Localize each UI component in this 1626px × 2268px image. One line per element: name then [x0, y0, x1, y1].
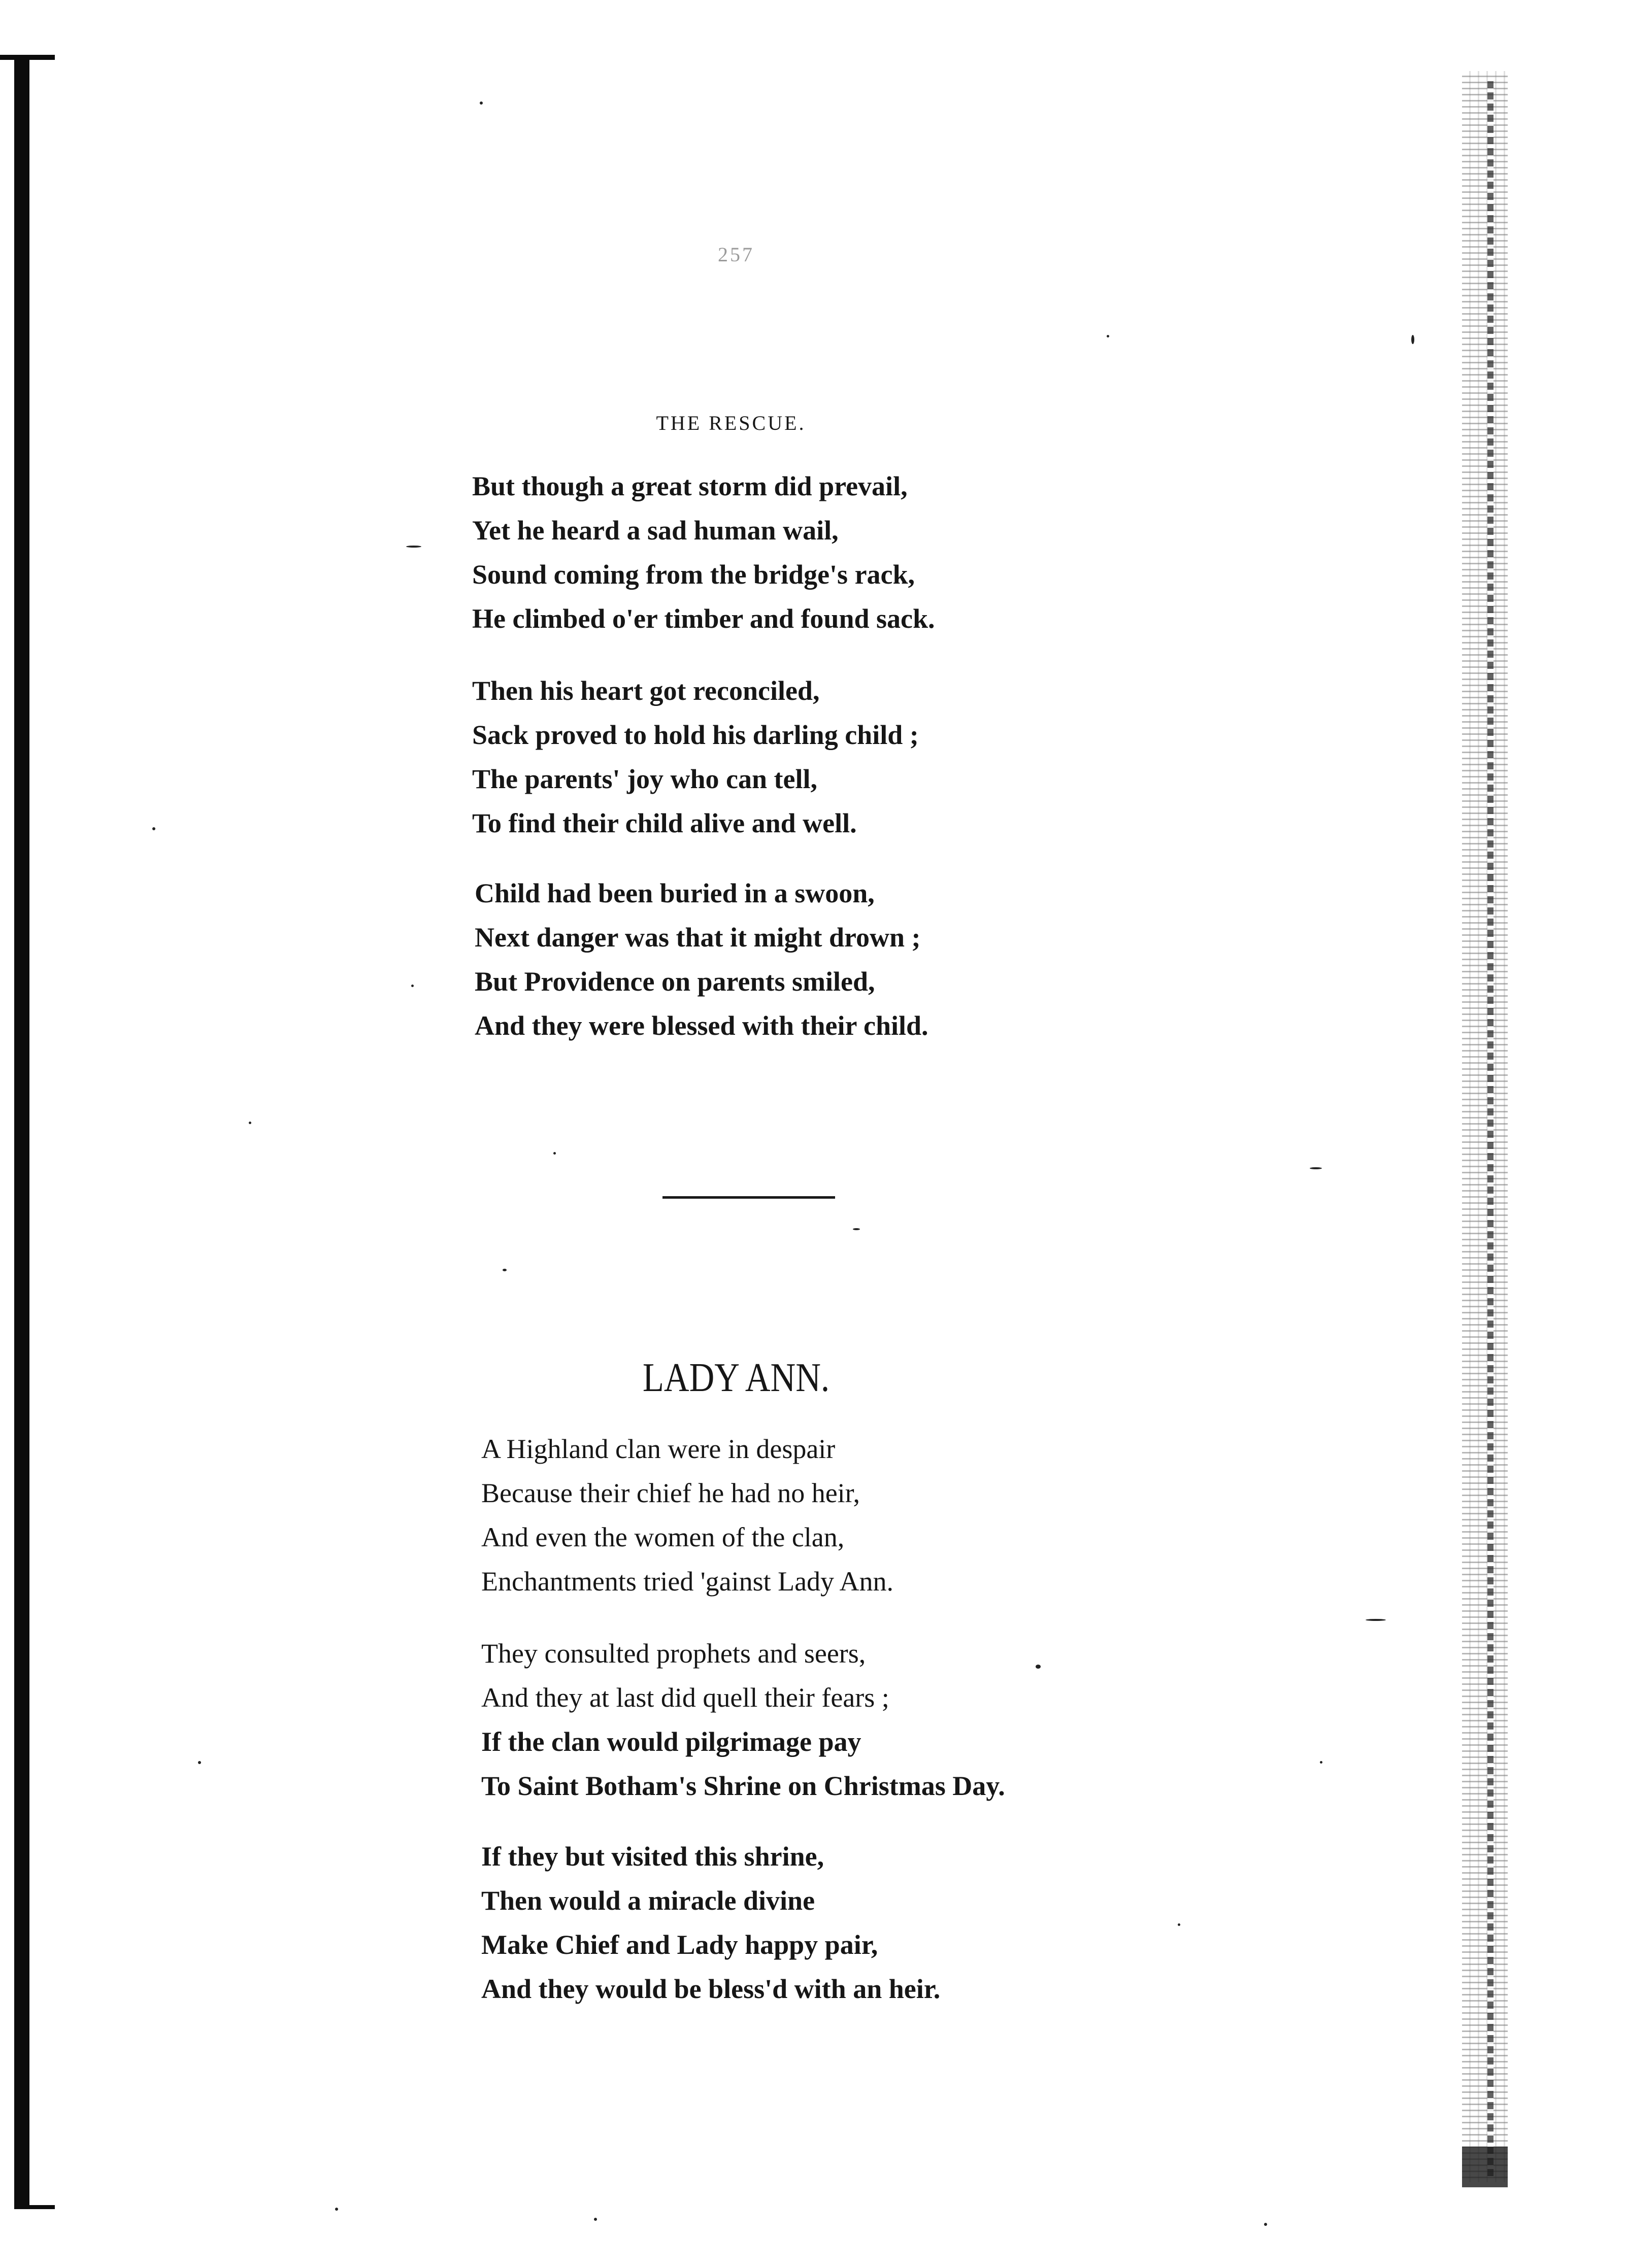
scan-speck: [1411, 335, 1414, 344]
scan-speck: [249, 1122, 251, 1124]
scan-speck: [1178, 1923, 1180, 1926]
poem-line: If the clan would pilgrimage pay: [481, 1727, 861, 1757]
scan-speck: [480, 101, 483, 105]
poem-line: He climbed o'er timber and found sack.: [472, 603, 935, 634]
rescue-stanza-3: [475, 871, 928, 1048]
poem-line: Yet he heard a sad human wail,: [472, 515, 839, 546]
scan-speck: [406, 546, 421, 548]
section-heading: THE RESCUE.: [656, 412, 806, 434]
poem-line: Because their chief he had no heir,: [481, 1478, 860, 1508]
poem-line: A Highland clan were in despair: [481, 1434, 836, 1464]
rescue-stanza-2: [472, 669, 919, 845]
scan-speck: [1366, 1619, 1386, 1621]
scan-speck: [1264, 2223, 1267, 2226]
right-edge-dark-block: [1462, 2147, 1508, 2187]
scan-speck: [1320, 1761, 1322, 1764]
rescue-stanza-1: [472, 464, 935, 641]
scan-speck: [152, 827, 155, 830]
poem-line: Make Chief and Lady happy pair,: [481, 1930, 878, 1960]
scan-speck: [853, 1228, 860, 1230]
poem-line: To Saint Botham's Shrine on Christmas Day.: [481, 1771, 1005, 1801]
binding-bar: [14, 57, 29, 2209]
lady-ann-stanza-1: [481, 1427, 893, 1604]
poem-line: But Providence on parents smiled,: [475, 966, 875, 997]
right-edge-scan-noise: [1462, 71, 1508, 2182]
poem-line: Next danger was that it might drown ;: [475, 922, 921, 953]
scan-speck: [594, 2218, 597, 2221]
poem-line: The parents' joy who can tell,: [472, 764, 818, 794]
poem-line: But though a great storm did prevail,: [472, 471, 908, 501]
poem-line: Sack proved to hold his darling child ;: [472, 720, 919, 750]
poem-line: If they but visited this shrine,: [481, 1841, 824, 1872]
right-edge-page-gutter: [1487, 81, 1494, 2177]
scan-speck: [411, 985, 414, 987]
poem-line: Sound coming from the bridge's rack,: [472, 559, 915, 590]
poem-line: And they would be bless'd with an heir.: [481, 1974, 941, 2004]
poem-line: Enchantments tried 'gainst Lady Ann.: [481, 1566, 894, 1597]
scan-speck: [503, 1269, 507, 1271]
binding-bar-bottom-cap: [14, 2205, 55, 2209]
poem-title: LADY ANN.: [642, 1356, 830, 1400]
poem-line: And they were blessed with their child.: [475, 1010, 928, 1041]
poem-line: And they at last did quell their fears ;: [481, 1682, 889, 1713]
poem-line: To find their child alive and well.: [472, 808, 857, 838]
scan-speck: [1036, 1665, 1041, 1669]
lady-ann-stanza-3: [481, 1835, 940, 2011]
lady-ann-stanza-2: [481, 1632, 1005, 1808]
scan-speck: [553, 1152, 556, 1155]
scan-speck: [335, 2208, 338, 2211]
poem-line: Then would a miracle divine: [481, 1885, 815, 1916]
poem-line: Then his heart got reconciled,: [472, 675, 820, 706]
page-number: 257: [718, 243, 754, 266]
scan-speck: [1310, 1167, 1322, 1169]
section-separator-rule: [662, 1196, 835, 1199]
poem-line: Child had been buried in a swoon,: [475, 878, 875, 908]
poem-line: They consulted prophets and seers,: [481, 1638, 866, 1669]
scan-speck: [198, 1761, 201, 1764]
poem-line: And even the women of the clan,: [481, 1522, 845, 1552]
scan-speck: [1107, 335, 1109, 337]
